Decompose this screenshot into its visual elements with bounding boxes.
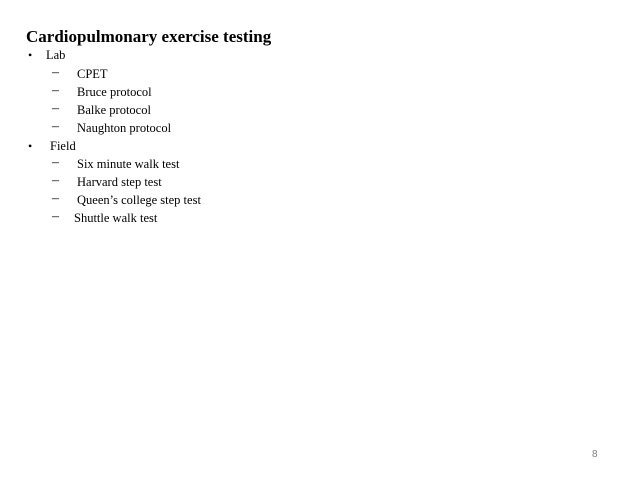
dash-icon: –: [52, 65, 59, 80]
sub-list-item-label: Naughton protocol: [77, 121, 172, 135]
sub-list-item: [52, 191, 272, 209]
sub-list-item: [52, 83, 252, 101]
page-number: 8: [592, 449, 598, 460]
dash-icon: –: [52, 173, 59, 188]
sub-list-item: [52, 209, 272, 227]
list-item-label: Lab: [46, 48, 66, 62]
sub-list-item: [52, 119, 252, 137]
sub-list-item: [52, 173, 272, 191]
sub-list-item-label: Queen’s college step test: [77, 193, 201, 207]
sub-list-item-label: CPET: [77, 67, 108, 81]
dash-icon: –: [52, 209, 59, 224]
dash-icon: –: [52, 191, 59, 206]
sub-list-item-label: Bruce protocol: [77, 85, 152, 99]
dash-icon: –: [52, 119, 59, 134]
dash-icon: –: [52, 101, 59, 116]
slide-title: Cardiopulmonary exercise testing: [26, 27, 272, 46]
sub-list-item-label: Harvard step test: [77, 175, 162, 189]
dash-icon: –: [52, 155, 59, 170]
sub-list-item-label: Balke protocol: [77, 103, 151, 117]
sub-list-item-label: Six minute walk test: [77, 157, 180, 171]
sub-list-item: [52, 155, 272, 173]
sub-list-item-label: Shuttle walk test: [74, 211, 158, 225]
sub-list-item: [52, 65, 252, 83]
list-item-label: Field: [50, 139, 76, 153]
list-item-lab: [28, 46, 108, 64]
dash-icon: –: [52, 83, 59, 98]
bullet-icon: •: [28, 48, 33, 62]
list-item-field: [28, 137, 108, 155]
sub-list-item: [52, 101, 252, 119]
bullet-icon: •: [28, 139, 33, 153]
